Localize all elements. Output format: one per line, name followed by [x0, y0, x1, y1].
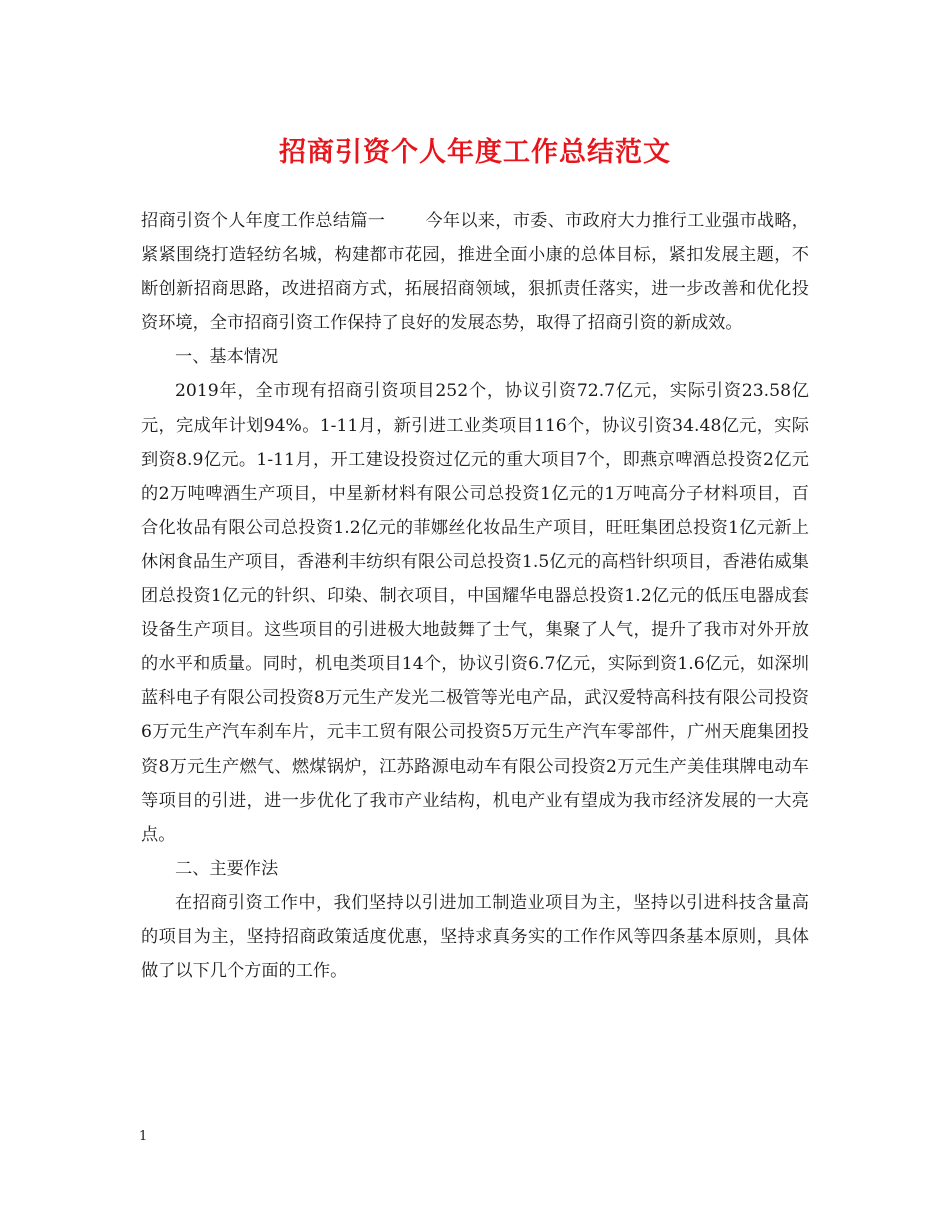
- paragraph-intro: [141, 204, 809, 340]
- section-label: 招商引资个人年度工作总结篇一: [141, 211, 386, 231]
- heading-basic-situation: 一、基本情况: [175, 347, 279, 368]
- paragraph-main-practices: 在招商引资工作中，我们坚持以引进加工制造业项目为主，坚持以引进科技含量高的项目为主，坚持招商政策适度优惠，坚持求真务实的工作作风等四条基本原则，具体做了以下几个方面的工作。: [141, 892, 809, 982]
- document-title: 招商引资个人年度工作总结范文: [279, 137, 671, 168]
- paragraph-basic-situation: 2019年，全市现有招商引资项目252个，协议引资72.7亿元，实际引资23.58亿元，完成年计划94%。1-11月，新引进工业类项目116个，协议引资34.48亿元，实际到资8.9亿元。1-11月，开工建设投资过亿元的重大项目7个，即燕京啤酒总投资2亿元的2万吨啤酒生产项目，中星新材料有限公司总投资1亿元的1万吨高分子材料项目，百合化妆品有限公司总投资1.2亿元的菲娜丝化妆品生产项目，旺旺集团总投资1亿元新上休闲食品生产项目，香港利丰纺织有限公司总投资1.5亿元的高档针织项目，香港佑威集团总投资1亿元的针织、印染、制衣项目，中国耀华电器总投资1.2亿元的低压电器成套设备生产项目。这些项目的引进极大地鼓舞了士气，集聚了人气，提升了我市对外开放的水平和质量。同时，机电类项目14个，协议引资6.7亿元，实际到资1.6亿元，如深圳蓝科电子有限公司投资8万元生产发光二极管等光电产品，武汉爱特高科技有限公司投资6万元生产汽车刹车片，元丰工贸有限公司投资5万元生产汽车零部件，广州天鹿集团投资8万元生产燃气、燃煤锅炉，江苏路源电动车有限公司投资2万元生产美佳琪牌电动车等项目的引进，进一步优化了我市产业结构，机电产业有望成为我市经济发展的一大亮点。: [141, 381, 809, 845]
- document-body: [141, 204, 809, 988]
- heading-main-practices: 二、主要作法: [175, 858, 279, 879]
- paragraph-text: 今年以来，市委、市政府大力推行工业强市战略，紧紧围绕打造轻纺名城，构建都市花园，推进全面小康的总体目标，紧扣发展主题，不断创新招商思路，改进招商方式，拓展招商领域，狠抓责任落实，进一步改善和优化投资环境，全市招商引资工作保持了良好的发展态势，取得了招商引资的新成效。: [141, 211, 809, 334]
- page-number: 1: [139, 1129, 148, 1144]
